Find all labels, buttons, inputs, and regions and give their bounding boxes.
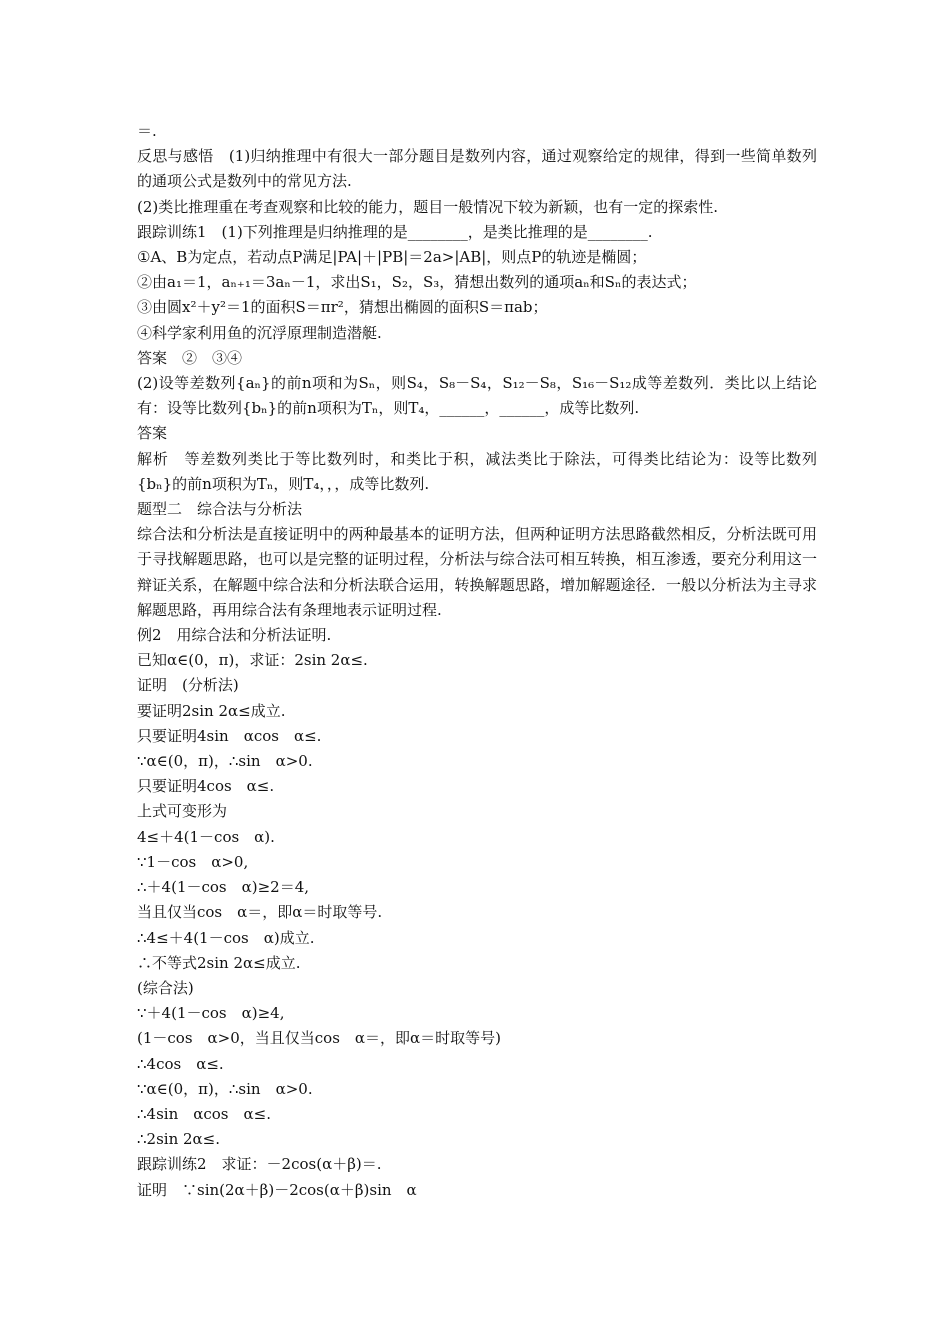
proof-line: ∴2sin 2α≤. (137, 1130, 221, 1149)
proof-line: ∵α∈(0，π)，∴sin α>0. (137, 1079, 313, 1098)
proof-line: 4≤＋4(1－cos α). (137, 827, 275, 846)
reflection-paragraph: 反思与感悟 (1)归纳推理中有很大一部分题目是数列内容，通过观察给定的规律，得到一些简单数列的通项公式是数列中的常见方法. (137, 147, 817, 191)
proof-line: ∴4cos α≤. (137, 1054, 224, 1073)
answer-line: 答案 ② ③④ (137, 348, 243, 367)
exercise-heading: 跟踪训练2 求证：－2cos(α＋β)＝. (137, 1155, 382, 1174)
text-line: (2)类比推理重在考查观察和比较的能力，题目一般情况下较为新颖，也有一定的探索性. (137, 197, 719, 216)
proof-line: (综合法) (137, 978, 194, 997)
proof-line: ∵1－cos α>0, (137, 852, 249, 871)
example-heading: 例2 用综合法和分析法证明. (137, 626, 332, 645)
proof-line: 要证明2sin 2α≤成立. (137, 701, 286, 720)
option-line: ②由a₁＝1，aₙ₊₁＝3aₙ－1，求出S₁，S₂，S₃，猜想出数列的通项aₙ和Sₙ的表达式； (137, 273, 697, 292)
proof-line: 上式可变形为 (137, 802, 228, 821)
proof-line: 当且仅当cos α＝，即α＝时取等号. (137, 903, 383, 922)
proof-line: ∴4sin αcos α≤. (137, 1104, 271, 1123)
option-line: ④科学家利用鱼的沉浮原理制造潜艇. (137, 323, 382, 342)
text-line: ＝. (137, 122, 157, 140)
proof-line: ∵＋4(1－cos α)≥4, (137, 1004, 285, 1023)
proof-line: 已知α∈(0，π)，求证：2sin 2α≤. (137, 651, 368, 670)
proof-line: 证明 ∵sin(2α＋β)－2cos(α＋β)sin α (137, 1180, 417, 1199)
exercise-heading: 跟踪训练1 (1)下列推理是归纳推理的是________，是类比推理的是________. (137, 222, 653, 241)
proof-line: (1－cos α>0，当且仅当cos α＝，即α＝时取等号) (137, 1029, 502, 1048)
document-body (137, 119, 817, 1203)
proof-line: 只要证明4sin αcos α≤. (137, 726, 322, 745)
proof-line: 证明 (分析法) (137, 676, 239, 695)
proof-line: 只要证明4cos α≤. (137, 777, 275, 796)
proof-line: ∴＋4(1－cos α)≥2＝4, (137, 878, 310, 897)
option-line: ①A、B为定点，若动点P满足|PA|＋|PB|＝2a>|AB|，则点P的轨迹是椭圆； (137, 248, 647, 267)
method-paragraph: 综合法和分析法是直接证明中的两种最基本的证明方法，但两种证明方法思路截然相反，分析法既可用于寻找解题思路，也可以是完整的证明过程，分析法与综合法可相互转换，相互渗透，要充分利用这一辩证关系，在解题中综合法和分析法联合运用，转换解题思路，增加解题途径．一般以分析法为主寻求解题思路，再用综合法有条理地表示证明过程. (137, 525, 817, 619)
section-heading: 题型二 综合法与分析法 (137, 500, 303, 519)
proof-line: ∵α∈(0，π)，∴sin α>0. (137, 752, 313, 771)
answer-line: 答案 (137, 424, 168, 443)
analysis-paragraph: 解析 等差数列类比于等比数列时，和类比于积，减法类比于除法，可得类比结论为：设等比数列{bₙ}的前n项积为Tₙ，则T₄，，，成等比数列. (137, 449, 817, 493)
exercise-paragraph: (2)设等差数列{aₙ}的前n项和为Sₙ，则S₄，S₈－S₄，S₁₂－S₈，S₁₆－S₁₂成等差数列．类比以上结论有：设等比数列{bₙ}的前n项积为Tₙ，则T₄，______，______，成等比数列. (137, 374, 817, 418)
option-line: ③由圆x²＋y²＝1的面积S＝πr²，猜想出椭圆的面积S＝πab； (137, 298, 548, 317)
proof-line: ∴4≤＋4(1－cos α)成立. (137, 928, 315, 947)
proof-line: ∴不等式2sin 2α≤成立. (137, 953, 301, 972)
